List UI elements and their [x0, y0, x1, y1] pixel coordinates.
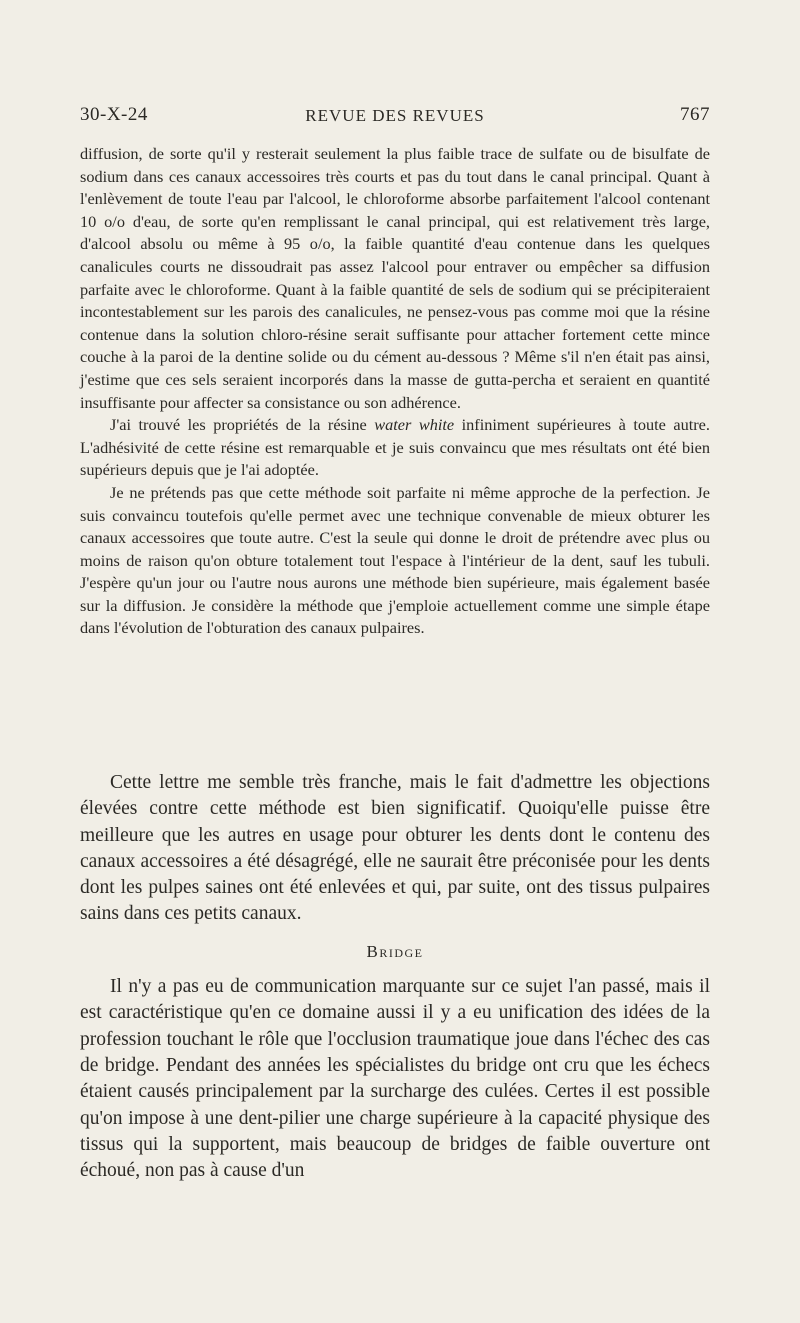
- header-journal-title: REVUE DES REVUES: [305, 106, 485, 125]
- main-text: [80, 770, 710, 1184]
- body-paragraph: Il n'y a pas eu de communication marquante sur ce sujet l'an passé, mais il est caractéristique qu'en ce domaine aussi il y a eu unification des idées de la profession touchant le rôle que l'occlusion traumatique joue dans l'échec des cas de bridge. Pendant des années les spécialistes du bridge ont cru que les échecs étaient causés principalement par la surcharge des culées. Certes il est possible qu'on impose à une dent-pilier une charge supérieure à la capacité physique des tissus qui la supportent, mais beaucoup de bridges de faible ouverture ont échoué, non pas à cause d'un: [80, 976, 710, 1182]
- running-header: [80, 104, 710, 134]
- quoted-letter: [80, 143, 710, 640]
- header-date: 30-X-24: [80, 104, 148, 125]
- letter-paragraph: J'ai trouvé les propriétés de la résine water white infiniment supérieures à toute autre. L'adhésivité de cette résine est remarquable et je suis convaincu que mes résultats ont été bien supérieurs depuis que je l'ai adoptée.: [80, 415, 710, 480]
- italic-term: water white: [374, 415, 455, 435]
- letter-paragraph: Je ne prétends pas que cette méthode soit parfaite ni même approche de la perfection. Je suis convaincu toutefois qu'elle permet avec une technique convenable de mieux obturer les canaux accessoires que toute autre. C'est la seule qui donne le droit de prétendre avec plus ou moins de raison qu'on obture totalement tout l'espace à l'intérieur de la dent, sauf les tubuli. J'espère qu'un jour ou l'autre nous aurons une méthode bien supérieure, mais également basée sur la diffusion. Je considère la méthode que j'emploie actuellement comme une simple étape dans l'évolution de l'obturation des canaux pulpaires.: [80, 482, 710, 638]
- section-title: Bridge: [366, 941, 424, 961]
- body-paragraph: Cette lettre me semble très franche, mais le fait d'admettre les objections élevées contre cette méthode est bien significatif. Quoiqu'elle puisse être meilleure que les autres en usage pour obturer les dents dont le contenu des canaux accessoires a été désagrégé, elle ne saurait être préconisée pour les dents dont les pulpes saines ont été enlevées et qui, par suite, ont des tissus pulpaires sains dans ces petits canaux.: [80, 772, 710, 925]
- page-number: 767: [680, 104, 710, 125]
- letter-paragraph: diffusion, de sorte qu'il y resterait seulement la plus faible trace de sulfate ou de bisulfate de sodium dans ces canaux accessoires très courts et pas du tout dans le canal principal. Quant à l'enlèvement de toute l'eau par l'alcool, le chloroforme absorbe parfaitement l'alcool contenant 10 o/o d'eau, de sorte qu'en remplissant le canal principal, qui est relativement très large, d'alcool absolu ou même à 95 o/o, la faible quantité d'eau contenue dans les quelques canalicules courts ne dissoudrait pas assez l'alcool pour entraver ou empêcher sa diffusion parfaite avec le chloroforme. Quant à la faible quantité de sels de sodium qui se précipiteraient incontestablement sur les parois des canalicules, ne pensez-vous pas comme moi que la résine contenue dans la solution chloro-résine serait suffisante pour attacher fortement cette mince couche à la paroi de la dentine solide ou du cément au-dessous ? Même s'il n'en était pas ainsi, j'estime que ces sels seraient incorporés dans la masse de gutta-percha et seraient en quantité insuffisante pour affecter sa consistance ou son adhérence.: [80, 144, 710, 412]
